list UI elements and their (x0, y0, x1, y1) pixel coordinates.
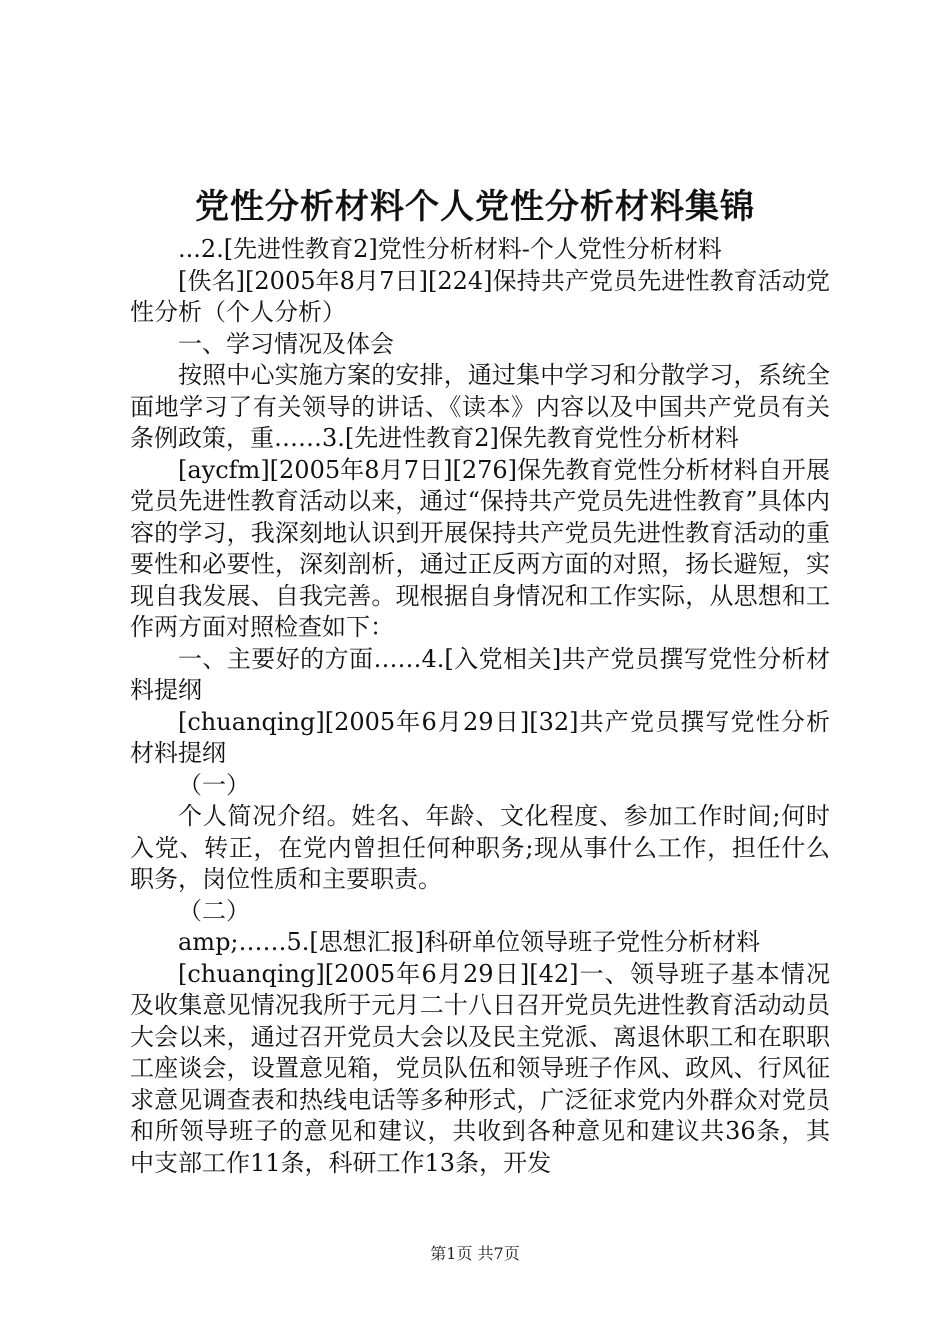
paragraph: （二） (178, 896, 250, 925)
document-title: 党性分析材料个人党性分析材料集锦 (195, 187, 755, 227)
page-footer: 第1页 共7页 (430, 1244, 520, 1263)
paragraph: amp;……5.[思想汇报]科研单位领导班子党性分析材料 (178, 928, 761, 956)
paragraph: [chuanqing][2005年6月29日][32]共产党员撰写党性分析材料提纲 (130, 707, 830, 767)
document-body (130, 234, 830, 1179)
paragraph: [chuanqing][2005年6月29日][42]一、领导班子基本情况及收集意见情况我所于元月二十八日召开党员先进性教育活动动员大会以来，通过召开党员大会以及民主党派、离退休职工和在职职工座谈会，设置意见箱，党员队伍和领导班子作风、政风、行风征求意见调查表和热线电话等多种形式，广泛征求党内外群众对党员和所领导班子的意见和建议，共收到各种意见和建议共36条，其中支部工作11条，科研工作13条，开发 (130, 959, 830, 1177)
paragraph: ...2.[先进性教育2]党性分析材料-个人党性分析材料 (178, 235, 722, 263)
paragraph: 一、学习情况及体会 (178, 329, 394, 358)
paragraph: [佚名][2005年8月7日][224]保持共产党员先进性教育活动党性分析（个人分析） (130, 266, 830, 326)
paragraph: [aycfm][2005年8月7日][276]保先教育党性分析材料自开展党员先进性教育活动以来，通过“保持共产党员先进性教育”具体内容的学习，我深刻地认识到开展保持共产党员先进性教育活动的重要性和必要性，深刻剖析，通过正反两方面的对照，扬长避短，实现自我发展、自我完善。现根据自身情况和工作实际，从思想和工作两方面对照检查如下： (130, 455, 830, 641)
paragraph: （一） (178, 770, 250, 799)
paragraph: 按照中心实施方案的安排，通过集中学习和分散学习，系统全面地学习了有关领导的讲话、《读本》内容以及中国共产党员有关条例政策，重……3.[先进性教育2]保先教育党性分析材料 (130, 361, 830, 452)
paragraph: 个人简况介绍。姓名、年龄、文化程度、参加工作时间;何时入党、转正，在党内曾担任何种职务;现从事什么工作，担任什么职务，岗位性质和主要职责。 (130, 802, 830, 893)
paragraph: 一、主要好的方面……4.[入党相关]共产党员撰写党性分析材料提纲 (130, 644, 830, 704)
